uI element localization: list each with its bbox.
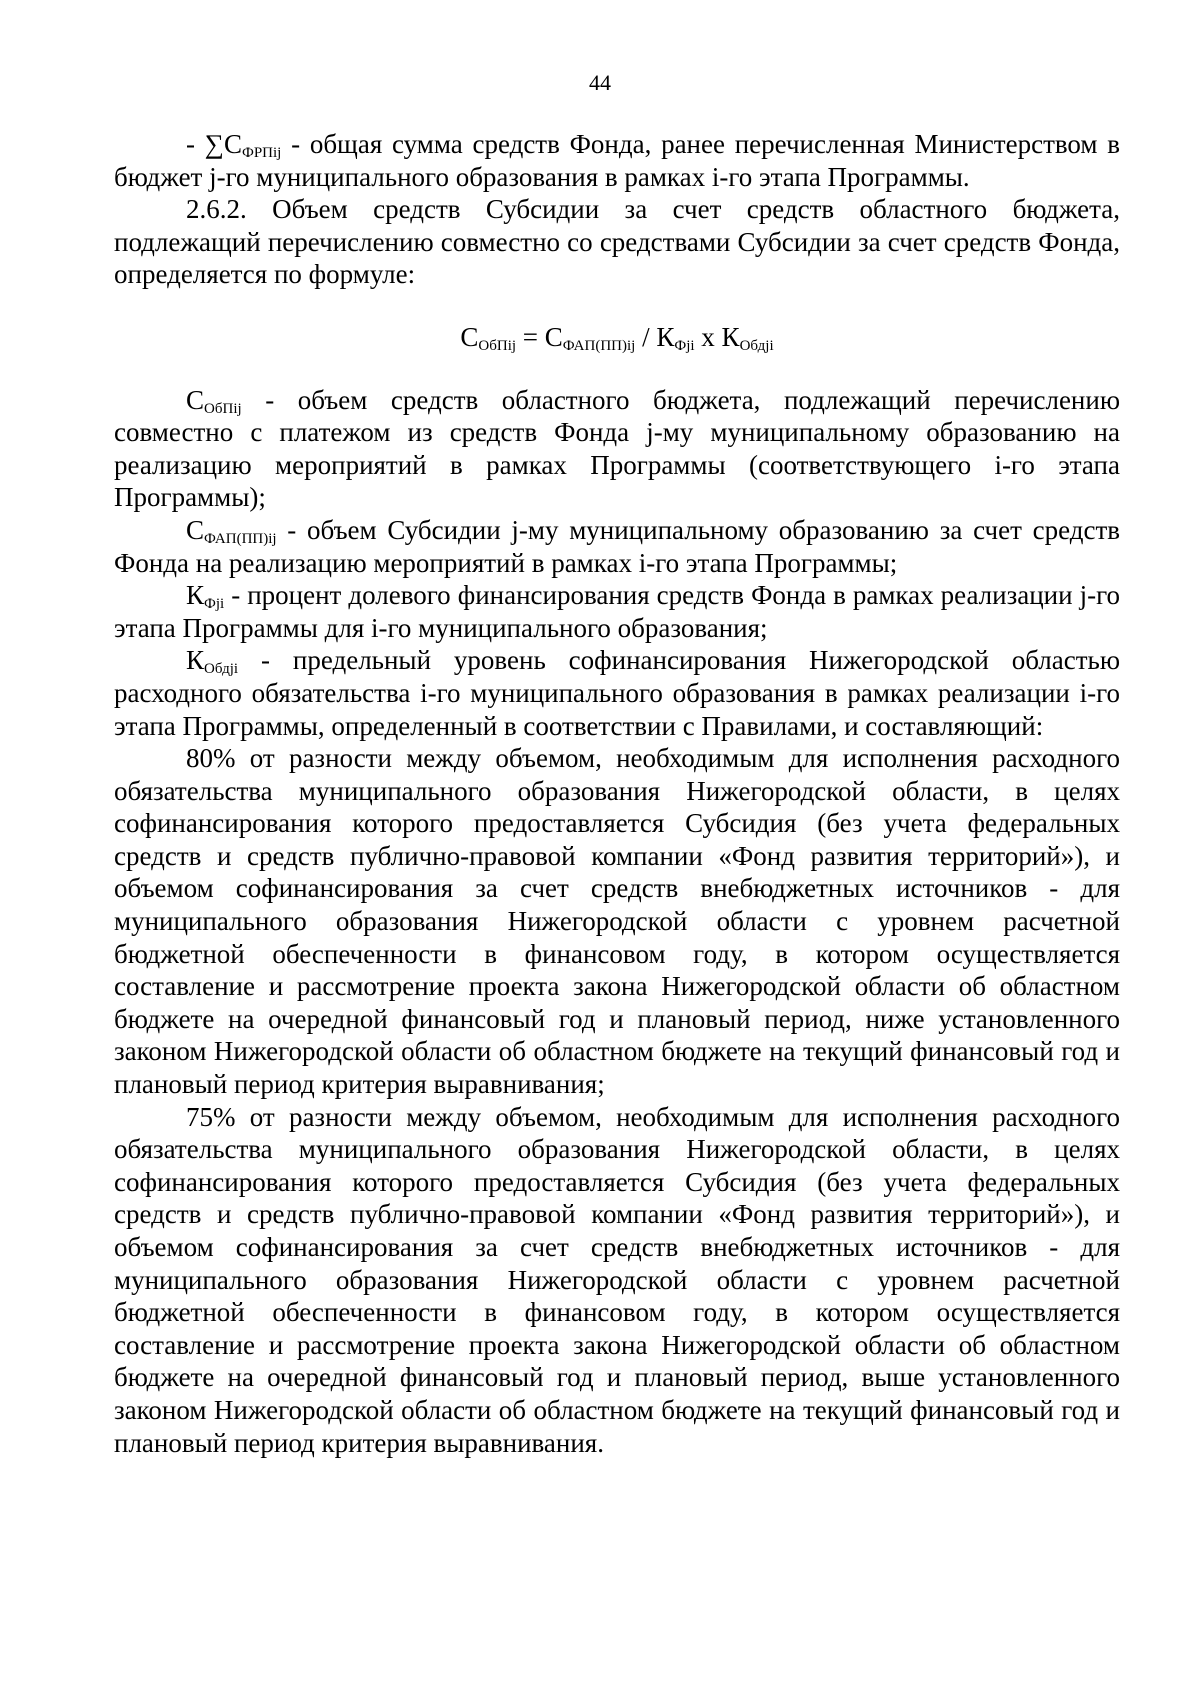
formula-part: = С xyxy=(516,321,563,352)
formula-subscript: ФАП(ПП)ij xyxy=(562,337,636,354)
definition-c-fap xyxy=(114,514,1120,579)
formula-subscript: ОбПij xyxy=(478,337,517,354)
formula-part: x К xyxy=(694,321,740,352)
definition-subscript: ОбПij xyxy=(204,400,242,417)
definition-subscript: Фji xyxy=(204,596,225,613)
formula-subscript: Обдji xyxy=(739,337,774,354)
definition-c-obp xyxy=(114,384,1120,514)
formula-part: С xyxy=(460,321,479,352)
definition-k-f xyxy=(114,579,1120,644)
definition-symbol: К xyxy=(186,645,205,676)
definition-text: - процент долевого финансирования средств Фонда в рамках реализации j-го этапа Программы для i-го муниципального образования; xyxy=(114,580,1120,643)
document-body xyxy=(114,128,1120,1459)
paragraph-2-6-2: 2.6.2. Объем средств Субсидии за счет средств областного бюджета, подлежащий перечислению совместно со средствами Субсидии за счет средств Фонда, определяется по формуле: xyxy=(114,194,1120,290)
formula-part: / К xyxy=(635,321,675,352)
definition-k-obd xyxy=(114,644,1120,742)
paragraph-75-percent: 75% от разности между объемом, необходимым для исполнения расходного обязательства муниципального образования Нижегородской области, в целях софинансирования которого предоставляется Субсидия (без учета федеральных средств и средств публично-правовой компании «Фонд развития территорий»), и объемом софинансирования за счет средств внебюджетных источников - для муниципального образования Нижегородской области с уровнем расчетной бюджетной обеспеченности в финансовом году, в котором осуществляется составление и рассмотрение проекта закона Нижегородской области об областном бюджете на очередной финансовый год и плановый период, выше установленного законом Нижегородской области об областном бюджете на текущий финансовый год и плановый период критерия выравнивания. xyxy=(114,1101,1120,1458)
sum-subscript: ФРПij xyxy=(241,145,282,161)
sum-symbol: - ∑С xyxy=(186,129,242,159)
formula xyxy=(114,321,1120,354)
definition-subscript: ФАП(ПП)ij xyxy=(204,530,277,547)
definition-subscript: Обдji xyxy=(204,661,239,678)
definition-symbol: С xyxy=(186,514,205,545)
definition-text: - объем Субсидии j-му муниципальному образованию за счет средств Фонда на реализацию мероприятий в рамках i-го этапа Программы; xyxy=(114,514,1120,578)
paragraph-sum-fund xyxy=(114,128,1120,193)
definition-text: - предельный уровень софинансирования Нижегородской областью расходного обязательства i-го муниципального образования в рамках реализации i-го этапа Программы, определенный в соответствии с Правилами, и составляющий: xyxy=(114,645,1120,741)
page-number: 44 xyxy=(589,70,611,95)
definition-symbol: С xyxy=(186,384,205,415)
sum-description: - общая сумма средств Фонда, ранее перечисленная Министерством в бюджет j-го муниципального образования в рамках i-го этапа Программы. xyxy=(114,129,1120,192)
formula-subscript: Фji xyxy=(674,337,695,354)
definition-text: - объем средств областного бюджета, подлежащий перечислению совместно с платежом из средств Фонда j-му муниципальному образованию на реализацию мероприятий в рамках Программы (соответствующего i-го этапа Программы); xyxy=(114,384,1120,513)
paragraph-80-percent: 80% от разности между объемом, необходимым для исполнения расходного обязательства муниципального образования Нижегородской области, в целях софинансирования которого предоставляется Субсидия (без учета федеральных средств и средств публично-правовой компании «Фонд развития территорий»), и объемом софинансирования за счет средств внебюджетных источников - для муниципального образования Нижегородской области с уровнем расчетной бюджетной обеспеченности в финансовом году, в котором осуществляется составление и рассмотрение проекта закона Нижегородской области об областном бюджете на очередной финансовый год и плановый период, ниже установленного законом Нижегородской области об областном бюджете на текущий финансовый год и плановый период критерия выравнивания; xyxy=(114,743,1120,1100)
definition-symbol: К xyxy=(186,580,205,611)
